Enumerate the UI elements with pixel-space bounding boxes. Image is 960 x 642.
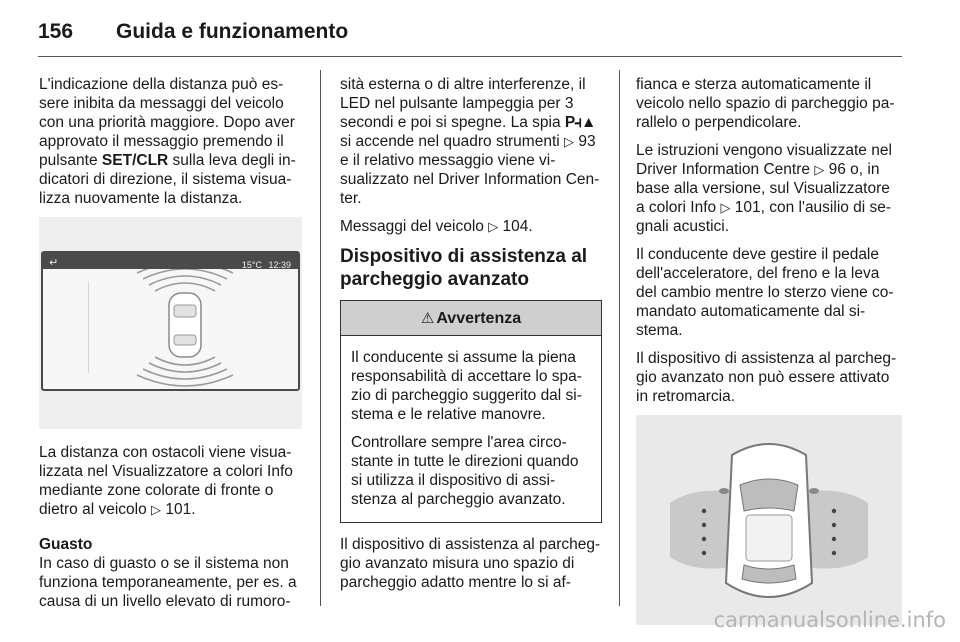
rear-sensor-arcs [137, 357, 233, 386]
info-display-screen [41, 251, 300, 391]
column-3 [636, 75, 902, 625]
section-heading-advanced-parking-assist: Dispositivo di assistenza al parcheggio avanzato [340, 246, 588, 290]
warning-icon: ⚠ [420, 309, 435, 327]
warning-paragraph-1: Il conducente si assume la piena responsabilità di accettare lo spa-zio di parcheggio suggerito dal si-stema e le relative manovre. [351, 349, 582, 423]
page-ref-arrow-icon: ▷ [720, 200, 731, 215]
page-header [38, 14, 348, 50]
paragraph-measures-space: Il dispositivo di assistenza al parcheg-gio avanzato misura uno spazio di parcheggio adatto mentre lo si af- [340, 536, 601, 591]
info-display-figure [39, 217, 302, 429]
temperature-readout: 15°C [241, 260, 262, 270]
warning-body [341, 336, 601, 522]
paragraph-instructions: Le istruzioni vengono visualizzate nel Driver Information Centre ▷ 96 o, in base alla versione, sul Visualizzatore a colori Info ▷ 101, con l'ausilio di se-gnali acustici. [636, 142, 892, 235]
page-title: Guida e funzionamento [116, 20, 349, 43]
car-sensor-zones-graphic [636, 415, 902, 625]
set-clr-label: SET/CLR [101, 152, 169, 169]
warning-box [340, 300, 602, 523]
page-ref-arrow-icon: ▷ [488, 219, 499, 234]
car-top-view-icon [719, 444, 819, 597]
warning-paragraph-2: Controllare sempre l'area circo-stante in tutte le direzioni quando si utilizza il dispositivo di assi-stenza al parcheggio avanzato. [351, 434, 579, 508]
paragraph-no-reverse: Il dispositivo di assistenza al parcheg-gio avanzato non può essere attivato in retromarcia. [636, 350, 897, 405]
paragraph-fault: In caso di guasto o se il sistema non funziona temporaneamente, per es. a causa di un livello elevato di rumoro- [39, 555, 297, 610]
display-status-bar [43, 253, 298, 269]
paragraph-vehicle-messages: Messaggi del veicolo ▷ 104. [340, 218, 533, 235]
parking-assist-warning-icon: P⫞▲ [564, 114, 596, 131]
parking-sensor-zones-figure [636, 415, 902, 625]
page-ref-arrow-icon: ▷ [151, 502, 162, 517]
paragraph-auto-steer: fianca e sterza automaticamente il veicolo nello spazio di parcheggio pa-rallelo o perpendicolare. [636, 76, 895, 131]
clock-readout: 12:39 [268, 260, 291, 270]
front-sensor-arcs [137, 269, 233, 291]
back-icon: ↵ [49, 257, 59, 269]
column-divider-1 [320, 70, 321, 606]
paragraph-driver-control: Il conducente deve gestire il pedale dell'acceleratore, del freno e la leva del cambio mentre lo sterzo viene co-mandato automaticamente dal si-stema. [636, 246, 894, 339]
car-top-view-icon [169, 293, 201, 357]
column-divider-2 [619, 70, 620, 606]
page-number: 156 [38, 20, 74, 43]
paragraph-led: sità esterna o di altre interferenze, il LED nel pulsante lampeggia per 3 secondi e poi si spegne. La spia P⫞▲ si accende nel quadro strumenti ▷ 93 e il relativo messaggio viene vi-sualizzato nel Driver Information Cen-ter. [340, 76, 600, 207]
fault-heading: Guasto [39, 536, 93, 553]
page-ref-arrow-icon: ▷ [564, 134, 575, 149]
paragraph-distance-inhibit: L'indicazione della distanza può es-sere inibita da messaggi del veicolo con una priorità maggiore. Dopo aver approvato il messaggio premendo il pulsante SET/CLR sulla leva degli in-dicatori di direzione, il sistema visua-lizza nuovamente la distanza. [39, 76, 296, 207]
warning-header [341, 301, 601, 336]
warning-title: Avvertenza [436, 309, 522, 327]
paragraph-distance-display: La distanza con ostacoli viene visua-lizzata nel Visualizzatore a colori Info mediante zone colorate di fronte o dietro al veicolo ▷ 101. [39, 444, 293, 518]
page-ref-arrow-icon: ▷ [814, 162, 825, 177]
column-1 [39, 75, 302, 620]
parking-sensor-graphic [43, 269, 298, 389]
column-2 [340, 75, 602, 601]
watermark: carmanualsonline.info [713, 608, 946, 632]
header-rule [38, 56, 902, 57]
